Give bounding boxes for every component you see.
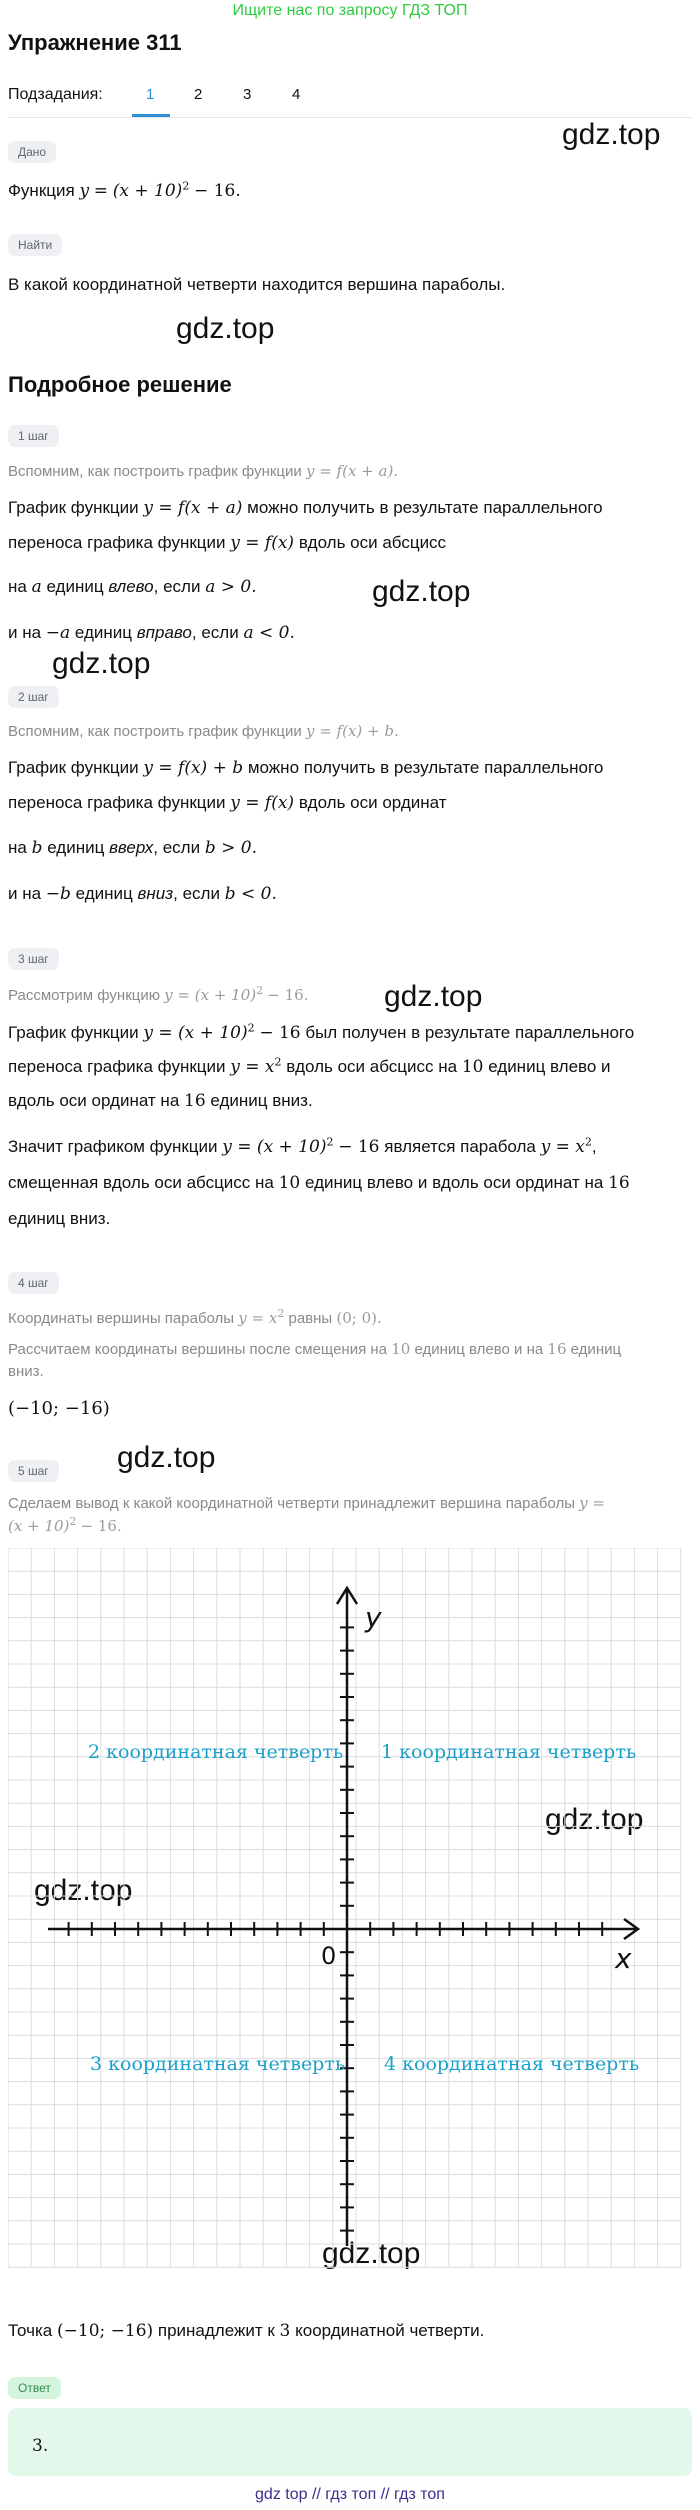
coordinate-plane (8, 1548, 692, 2270)
step1-p4: и на −a единиц вправо, если a < 0. (8, 623, 295, 643)
step3-p6: единиц вниз. (8, 1209, 111, 1228)
page-title: Упражнение 311 (8, 30, 182, 55)
step4-result: (−10; −16) (8, 1398, 110, 1419)
step1-p2: переноса графика функции y = f(x) вдоль оси абсцисс (8, 533, 447, 553)
step2-p4: и на −b единиц вниз, если b < 0. (8, 884, 277, 904)
watermark-7: gdz.top (545, 1803, 644, 1836)
find-tag: Найти (8, 234, 62, 256)
watermark-3: gdz.top (372, 575, 471, 608)
x-axis-label: x (615, 1942, 632, 1975)
step2-p3: на b единиц вверх, если b > 0. (8, 838, 257, 858)
axes (48, 1588, 638, 2246)
subtask-tab-2[interactable]: 2 (194, 86, 203, 103)
step2-p1: График функции y = f(x) + b можно получить в результате параллельного (8, 758, 604, 778)
subtasks-label: Подзадания: (8, 86, 103, 103)
grid (8, 1548, 681, 2267)
quadrant-label-2: 2 координатная четверть (88, 1741, 344, 1763)
step3-p5: смещенная вдоль оси абсцисс на 10 единиц влево и вдоль оси ординат на 16 (8, 1173, 630, 1193)
watermark-6: gdz.top (117, 1441, 216, 1474)
answer-box (8, 2408, 692, 2476)
step3-p3: вдоль оси ординат на 16 единиц вниз. (8, 1091, 313, 1111)
step2-p2: переноса графика функции y = f(x) вдоль оси ординат (8, 793, 447, 813)
solution-title: Подробное решение (8, 372, 232, 397)
watermark-9: gdz.top (322, 2237, 421, 2270)
step1-tag: 1 шаг (8, 425, 59, 447)
subtasks-nav (8, 84, 692, 118)
subtask-tab-3[interactable]: 3 (243, 86, 252, 103)
given-tag: Дано (8, 141, 56, 163)
step3-hint: Рассмотрим функцию $y = (x + 10)^2 - 16$. (8, 984, 309, 1004)
step4-hint: Координаты вершины параболы $y = x^2$ равны (0; 0). (8, 1307, 382, 1327)
step3-p2: переноса графика функции $y = x^2$ вдоль оси абсцисс на 10 единиц влево и (8, 1055, 611, 1077)
answer-value: 3. (32, 2436, 49, 2456)
footer-links[interactable]: gdz top // гдз топ // гдз топ (255, 2486, 445, 2503)
step2-tag: 2 шаг (8, 686, 59, 708)
step1-p1: График функции y = f(x + a) можно получить в результате параллельного (8, 498, 603, 518)
top-banner[interactable]: Ищите нас по запросу ГДЗ ТОП (232, 2, 468, 19)
step3-tag: 3 шаг (8, 948, 59, 970)
subtask-tab-4[interactable]: 4 (292, 86, 301, 103)
y-axis-label: y (365, 1601, 382, 1634)
step5-tag: 5 шаг (8, 1460, 59, 1482)
step5-hint: Сделаем вывод к какой координатной четверти принадлежит вершина параболы y = $(x + 10)^2 - 16$. (8, 1494, 605, 1535)
quadrant-label-1: 1 координатная четверть (381, 1741, 637, 1763)
step2-hint: Вспомним, как построить график функции y = f(x) + b. (8, 722, 399, 740)
step4-hint2: Рассчитаем координаты вершины после смещения на 10 единиц влево и на 16 единиц вниз. (8, 1340, 622, 1380)
watermark-5: gdz.top (384, 980, 483, 1013)
subtask-tab-1[interactable]: 1 (146, 86, 155, 103)
given-text: Функция $y = (x + 10)^2 - 16$. (8, 179, 241, 201)
step1-p3: на a единиц влево, если a > 0. (8, 577, 257, 597)
watermark-2: gdz.top (176, 312, 275, 345)
step1-hint: Вспомним, как построить график функции y = f(x + a). (8, 462, 399, 480)
watermark-1: gdz.top (562, 118, 661, 151)
origin-label: 0 (321, 1942, 337, 1970)
step4-tag: 4 шаг (8, 1272, 59, 1294)
quadrant-label-3: 3 координатная четверть (90, 2053, 346, 2075)
step3-p4: Значит графиком функции $y = (x + 10)^2 - 16$ является парабола $y = x^2$, (8, 1135, 597, 1157)
step3-p1: График функции $y = (x + 10)^2 - 16$ был получен в результате параллельного (8, 1021, 635, 1043)
conclusion: Точка (−10; −16) принадлежит к 3 координатной четверти. (8, 2321, 485, 2341)
answer-tag: Ответ (8, 2377, 61, 2399)
find-text: В какой координатной четверти находится вершина параболы. (8, 275, 506, 294)
quadrant-label-4: 4 координатная четверть (384, 2053, 640, 2075)
watermark-4: gdz.top (52, 647, 151, 680)
watermark-8: gdz.top (34, 1874, 133, 1907)
